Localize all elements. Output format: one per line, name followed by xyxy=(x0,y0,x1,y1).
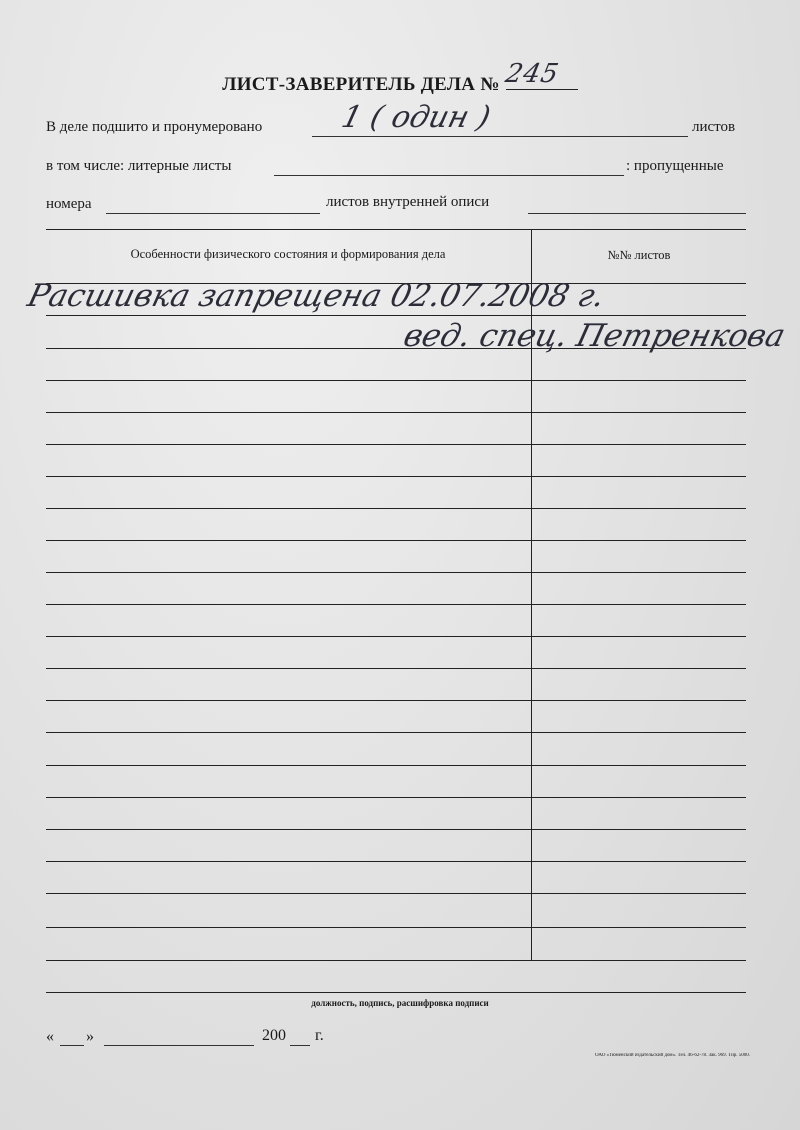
table-row-rule xyxy=(46,636,746,637)
case-number: 245 xyxy=(502,59,562,89)
table-row-rule xyxy=(46,765,746,766)
row3-label: номера xyxy=(46,196,92,212)
table-row-rule xyxy=(46,476,746,477)
table-row-rule xyxy=(46,572,746,573)
col1-header: Особенности физического состояния и формирования дела xyxy=(130,247,446,261)
row2-suffix: : пропущенные xyxy=(626,158,724,174)
table-row-rule xyxy=(46,412,746,413)
table-row-rule xyxy=(46,960,746,961)
row3-underline-1 xyxy=(106,213,320,214)
row1-underline xyxy=(312,136,688,137)
table-row-rule xyxy=(46,508,746,509)
handwritten-note-line1: Расшивка запрещена 02.07.2008 г. xyxy=(24,278,609,314)
handwritten-note-line2: вед. спец. Петренкова xyxy=(400,318,789,354)
case-number-field xyxy=(502,59,578,90)
printer-imprint: ОАО «Тюменский издательский дом». Тел. 46-62-78. Зак. 969. Тир. 5000. xyxy=(594,1053,750,1058)
table-row-rule xyxy=(46,604,746,605)
signature-caption: должность, подпись, расшифровка подписи xyxy=(311,998,489,1008)
date-close-quote: » xyxy=(86,1028,94,1045)
date-month-underline xyxy=(104,1045,254,1046)
row2-label: в том числе: литерные листы xyxy=(46,158,232,174)
title-label: ЛИСТ-ЗАВЕРИТЕЛЬ ДЕЛА № xyxy=(222,74,500,95)
col2-header: №№ листов xyxy=(607,248,671,262)
table-row-rule xyxy=(46,380,746,381)
date-open-quote: « xyxy=(46,1028,54,1045)
table-row-rule xyxy=(46,668,746,669)
row1-label: В деле подшито и пронумеровано xyxy=(46,119,263,135)
date-year-suffix: г. xyxy=(315,1027,324,1044)
signature-line xyxy=(46,992,746,993)
row1-suffix: листов xyxy=(692,119,736,135)
form-title xyxy=(0,59,800,96)
table-row-rule xyxy=(46,540,746,541)
table-row-rule xyxy=(46,797,746,798)
table-row-rule xyxy=(46,893,746,894)
date-year-prefix: 200 xyxy=(262,1027,286,1044)
row1-handwritten-value: 1 ( один ) xyxy=(338,100,494,135)
table-row-rule xyxy=(46,829,746,830)
table-row-rule xyxy=(46,315,746,316)
table-top-rule xyxy=(46,229,746,230)
row3-mid-label: листов внутренней описи xyxy=(326,194,490,210)
table-row-rule xyxy=(46,732,746,733)
table-row-rule xyxy=(46,861,746,862)
date-day-underline xyxy=(60,1045,84,1046)
table-row-rule xyxy=(46,444,746,445)
date-year-underline xyxy=(290,1045,310,1046)
table-row-rule xyxy=(46,927,746,928)
row3-underline-2 xyxy=(528,213,746,214)
table-row-rule xyxy=(46,700,746,701)
row2-underline xyxy=(274,175,624,176)
